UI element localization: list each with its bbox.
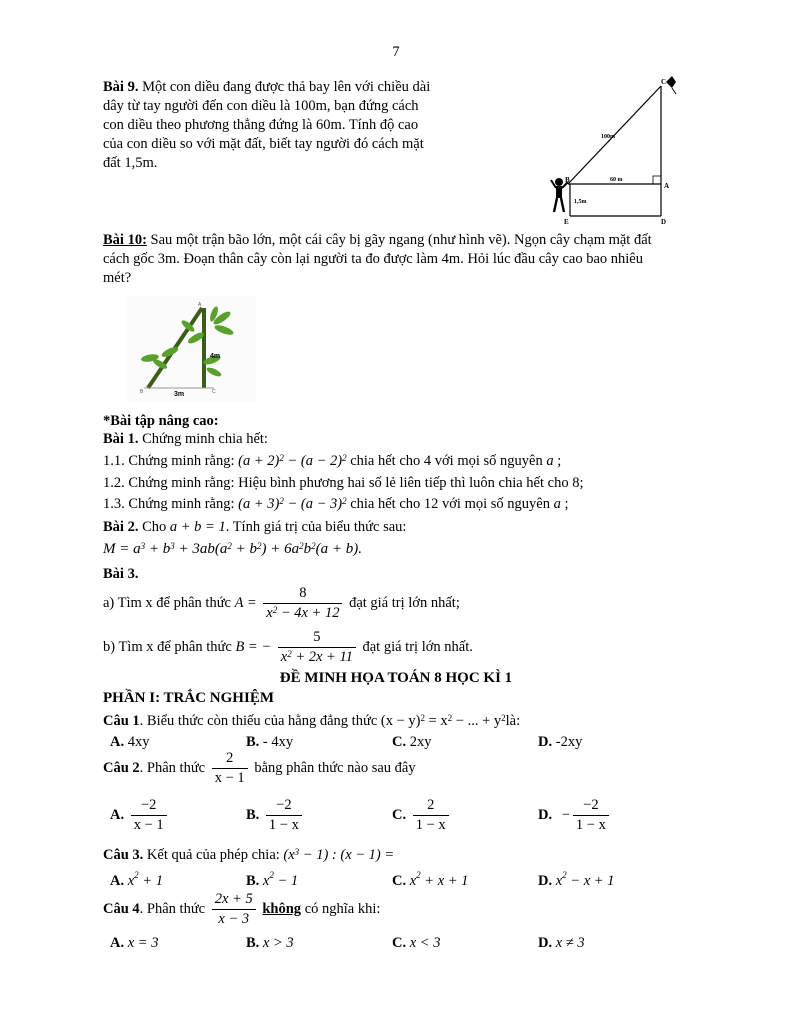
bai9-line-1: Một con diều đang được thả bay lên với chiều dài	[142, 79, 431, 95]
tree-figure	[126, 296, 256, 401]
adv-bai3-a: a) Tìm x để phân thức A = $\frac{8}{x^2 - 4x + 12}$ đạt giá trị lớn nhất;	[103, 585, 460, 621]
q2-option-d[interactable]: D. − $\frac{-2}{1 - x}$	[538, 797, 612, 834]
bai10-line-2: cách gốc 3m. Đoạn thân cây còn lại người ta đo được làm 4m. Hỏi lúc đầu cây cao bao nhiêu	[103, 251, 643, 267]
q4: Câu 4. Phân thức $\frac{2x + 5}{x - 3}$ không có nghĩa khi:	[103, 891, 381, 927]
q3-option-c[interactable]: C. $x^2 + x + 1$	[392, 870, 469, 889]
kite-icon	[666, 76, 676, 94]
adv-bai3-label: Bài 3.	[103, 566, 139, 582]
q1: Câu 1. Biểu thức còn thiếu của hằng đẳng thức $(x - y)^2 = x^2$ − ... + $y^2là$:	[103, 713, 521, 729]
adv-bai1-label: Bài 1.	[103, 431, 139, 447]
tree-label-3m: 3m	[174, 391, 185, 398]
adv-bai2: Bài 2. Cho a + b = 1. Tính giá trị của biểu thức sau:	[103, 519, 407, 535]
bai9-line-3: con diều theo phương thẳng đứng là 60m. Tính độ cao	[103, 117, 419, 133]
kite-point-c: C	[661, 78, 667, 86]
q2-option-b[interactable]: B. $\frac{-2}{1 - x}$	[246, 797, 305, 834]
adv-bai1-item3: 1.3. Chứng minh rằng: $(a + 3)^2 - (a - 3)^2$ chia hết cho 12 với mọi số nguyên a ;	[103, 496, 569, 512]
bai10-label: Bài 10:	[103, 232, 147, 248]
q4-option-d[interactable]: D. x ≠ 3	[538, 935, 585, 951]
adv-bai1-title: Chứng minh chia hết:	[138, 431, 268, 447]
q3-option-d[interactable]: D. $x^2 - x + 1$	[538, 870, 615, 889]
tree-point-b: B	[140, 389, 144, 395]
q1-option-c[interactable]: C. 2xy	[392, 734, 432, 750]
advanced-heading: *Bài tập nâng cao:	[103, 413, 219, 429]
q3-option-b[interactable]: B. $x^2 - 1$	[246, 870, 299, 889]
q2: Câu 2. Phân thức $\frac{2}{x - 1}$ bằng phân thức nào sau đây	[103, 750, 416, 786]
bai10-line-1: Sau một trận bão lớn, một cái cây bị gãy ngang (như hình vẽ). Ngọn cây chạm mặt đất	[146, 232, 652, 248]
kite-point-d: D	[661, 218, 667, 226]
page-number: 7	[392, 44, 400, 60]
adv-bai1-item2: 1.2. Chứng minh rằng: Hiệu bình phương hai số lẻ liên tiếp thì luôn chia hết cho 8;	[103, 475, 584, 491]
adv-bai1-item1: 1.1. Chứng minh rằng: $(a + 2)^2 - (a - 2)^2$ chia hết cho 4 với mọi số nguyên a ;	[103, 453, 562, 469]
q4-option-c[interactable]: C. x < 3	[392, 935, 441, 951]
q2-option-c[interactable]: C. $\frac{2}{1 - x}$	[392, 797, 452, 834]
exam-title: ĐỀ MINH HỌA TOÁN 8 HỌC KÌ 1	[279, 670, 513, 686]
q3: Câu 3. Kết quả của phép chia: $(x^3 - 1)$ : (x − 1) =	[103, 847, 395, 863]
bai9-line-4: của con diều so với mặt đất, biết tay người đó cách mặt	[103, 136, 424, 152]
q1-option-a[interactable]: A. 4xy	[110, 734, 150, 750]
kite-label-100m: 100m	[601, 134, 615, 140]
bai10-line-3: mét?	[103, 270, 132, 286]
adv-bai3-b: b) Tìm x để phân thức B = − $\frac{5}{x^2 + 2x + 11}$ đạt giá trị lớn nhất.	[103, 629, 473, 665]
adv-bai2-expression: $M = a^3 + b^3 + 3ab(a^2 + b^2) + 6a^2b^2(a + b)$.	[103, 541, 362, 557]
kite-label-60m: 60 m	[610, 177, 623, 183]
bai9-line-2: dây từ tay người đến con diều là 100m, bạn đứng cách	[103, 98, 419, 114]
kite-point-a: A	[664, 182, 670, 190]
kite-label-1-5m: 1,5m	[574, 199, 587, 205]
q1-option-b[interactable]: B. - 4xy	[246, 734, 294, 750]
bai9-line-5: đất 1,5m.	[103, 155, 158, 171]
tree-point-a: A	[198, 302, 202, 308]
tree-label-4m: 4m	[210, 353, 221, 360]
q2-option-a[interactable]: A. $\frac{-2}{x - 1}$	[110, 797, 170, 834]
tree-point-c: C	[212, 389, 216, 395]
q4-option-b[interactable]: B. x > 3	[246, 935, 294, 951]
kite-point-e: E	[564, 218, 569, 226]
kite-figure	[548, 72, 688, 227]
q4-option-a[interactable]: A. x = 3	[110, 935, 159, 951]
q3-option-a[interactable]: A. $x^2 + 1$	[110, 870, 163, 889]
q1-option-d[interactable]: D. -2xy	[538, 734, 583, 750]
kite-point-b: B	[565, 176, 570, 184]
bai9-label: Bài 9.	[103, 79, 139, 95]
exam-part1: PHẦN I: TRẮC NGHIỆM	[103, 690, 274, 706]
